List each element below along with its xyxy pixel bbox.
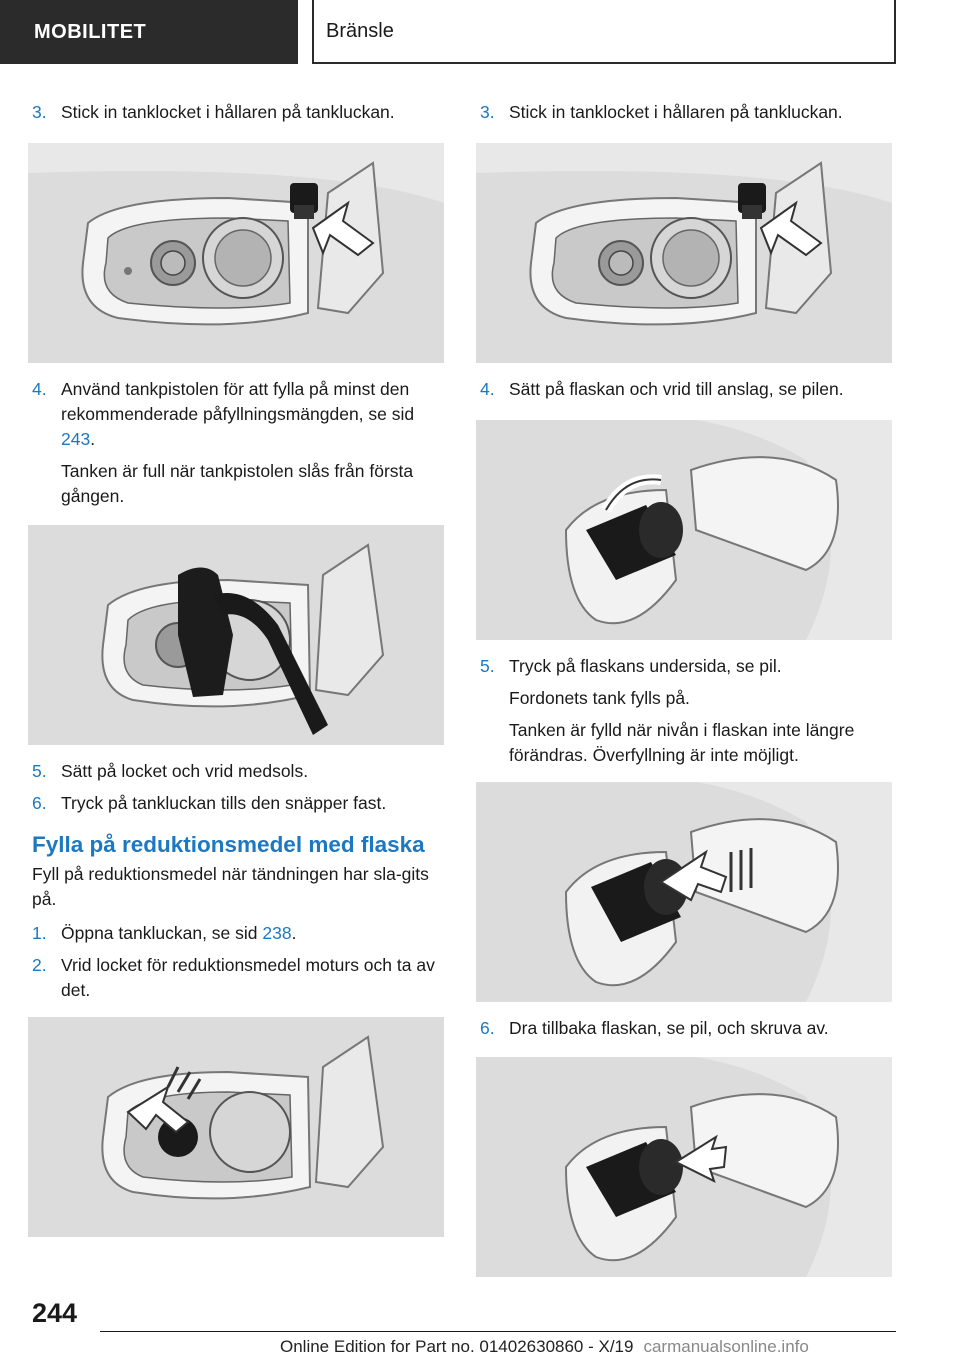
illustration-nozzle: [28, 525, 444, 745]
step-text-b: .: [291, 923, 297, 943]
step-6-right: [476, 1016, 892, 1041]
step-text-a: Använd tankpistolen för att fylla på minst den rekommenderade påfyllningsmängden, se sid: [61, 379, 415, 424]
step-4-note: Tanken är full när tankpistolen slås från första gången.: [61, 461, 414, 506]
page-number: 244: [32, 1298, 78, 1328]
step-text: Sätt på flaskan och vrid till anslag, se pilen.: [509, 379, 844, 399]
step-text: Vrid locket för reduktionsmedel moturs och ta av det.: [61, 955, 435, 1000]
illustration-bottle-twist: [476, 420, 892, 640]
step-6-left: [28, 791, 444, 816]
step-3-left: [28, 100, 444, 125]
page-link-238[interactable]: 238: [262, 923, 292, 943]
step-number: 1.: [32, 923, 47, 943]
illustration-cap-holder-right: [476, 143, 892, 363]
chapter-tab: [312, 0, 896, 64]
section-heading: Fylla på reduktionsmedel med flaska: [32, 832, 425, 857]
chapter-label: Bränsle: [326, 19, 394, 42]
edition-text: Online Edition for Part no. 01402630860 - X/19: [280, 1337, 634, 1356]
left-column: [28, 100, 444, 1237]
step-number: 3.: [32, 102, 47, 122]
right-column: [476, 100, 892, 1277]
step-text: Tryck på flaskans undersida, se pil.: [509, 656, 782, 676]
footer-edition: [280, 1337, 809, 1357]
step-1-reduction: [28, 921, 444, 946]
step-number: 3.: [480, 102, 495, 122]
step-text: Stick in tanklocket i hållaren på tankluckan.: [61, 102, 395, 122]
page-link-243[interactable]: 243: [61, 429, 91, 449]
step-3-right: [476, 100, 892, 125]
illustration-bottle-press: [476, 782, 892, 1002]
section-intro: Fyll på reduktionsmedel när tändningen har sla‐gits på.: [32, 864, 429, 909]
step-5-note-1: Fordonets tank fylls på.: [509, 688, 690, 708]
watermark-text: carmanualsonline.info: [643, 1337, 809, 1356]
illustration-cap-holder: [28, 143, 444, 363]
step-4-right: [476, 377, 892, 402]
step-text: Sätt på locket och vrid medsols.: [61, 761, 309, 781]
section-label: MOBILITET: [34, 20, 147, 43]
step-text-a: Öppna tankluckan, se sid: [61, 923, 263, 943]
section-tab: [0, 0, 298, 64]
step-text-b: .: [90, 429, 96, 449]
illustration-bottle-remove: [476, 1057, 892, 1277]
step-4-left: [28, 377, 444, 452]
step-text: [61, 921, 444, 946]
step-number: 5.: [480, 656, 495, 676]
step-number: 5.: [32, 761, 47, 781]
step-number: 4.: [32, 379, 47, 399]
step-text: Stick in tanklocket i hållaren på tankluckan.: [509, 102, 843, 122]
step-5-right: [476, 654, 892, 679]
step-text: Tryck på tankluckan tills den snäpper fast.: [61, 793, 387, 813]
step-2-reduction: [28, 953, 444, 1003]
footer-rule: [100, 1331, 896, 1332]
step-number: 4.: [480, 379, 495, 399]
step-5-left: [28, 759, 444, 784]
illustration-reduction-cap: [28, 1017, 444, 1237]
step-number: 2.: [32, 955, 47, 975]
step-text: Dra tillbaka flaskan, se pil, och skruva av.: [509, 1018, 829, 1038]
step-text: [61, 377, 444, 452]
step-5-note-2: Tanken är fylld när nivån i flaskan inte längre förändras. Överfyllning är inte möjligt.: [509, 720, 855, 765]
step-number: 6.: [32, 793, 47, 813]
step-number: 6.: [480, 1018, 495, 1038]
